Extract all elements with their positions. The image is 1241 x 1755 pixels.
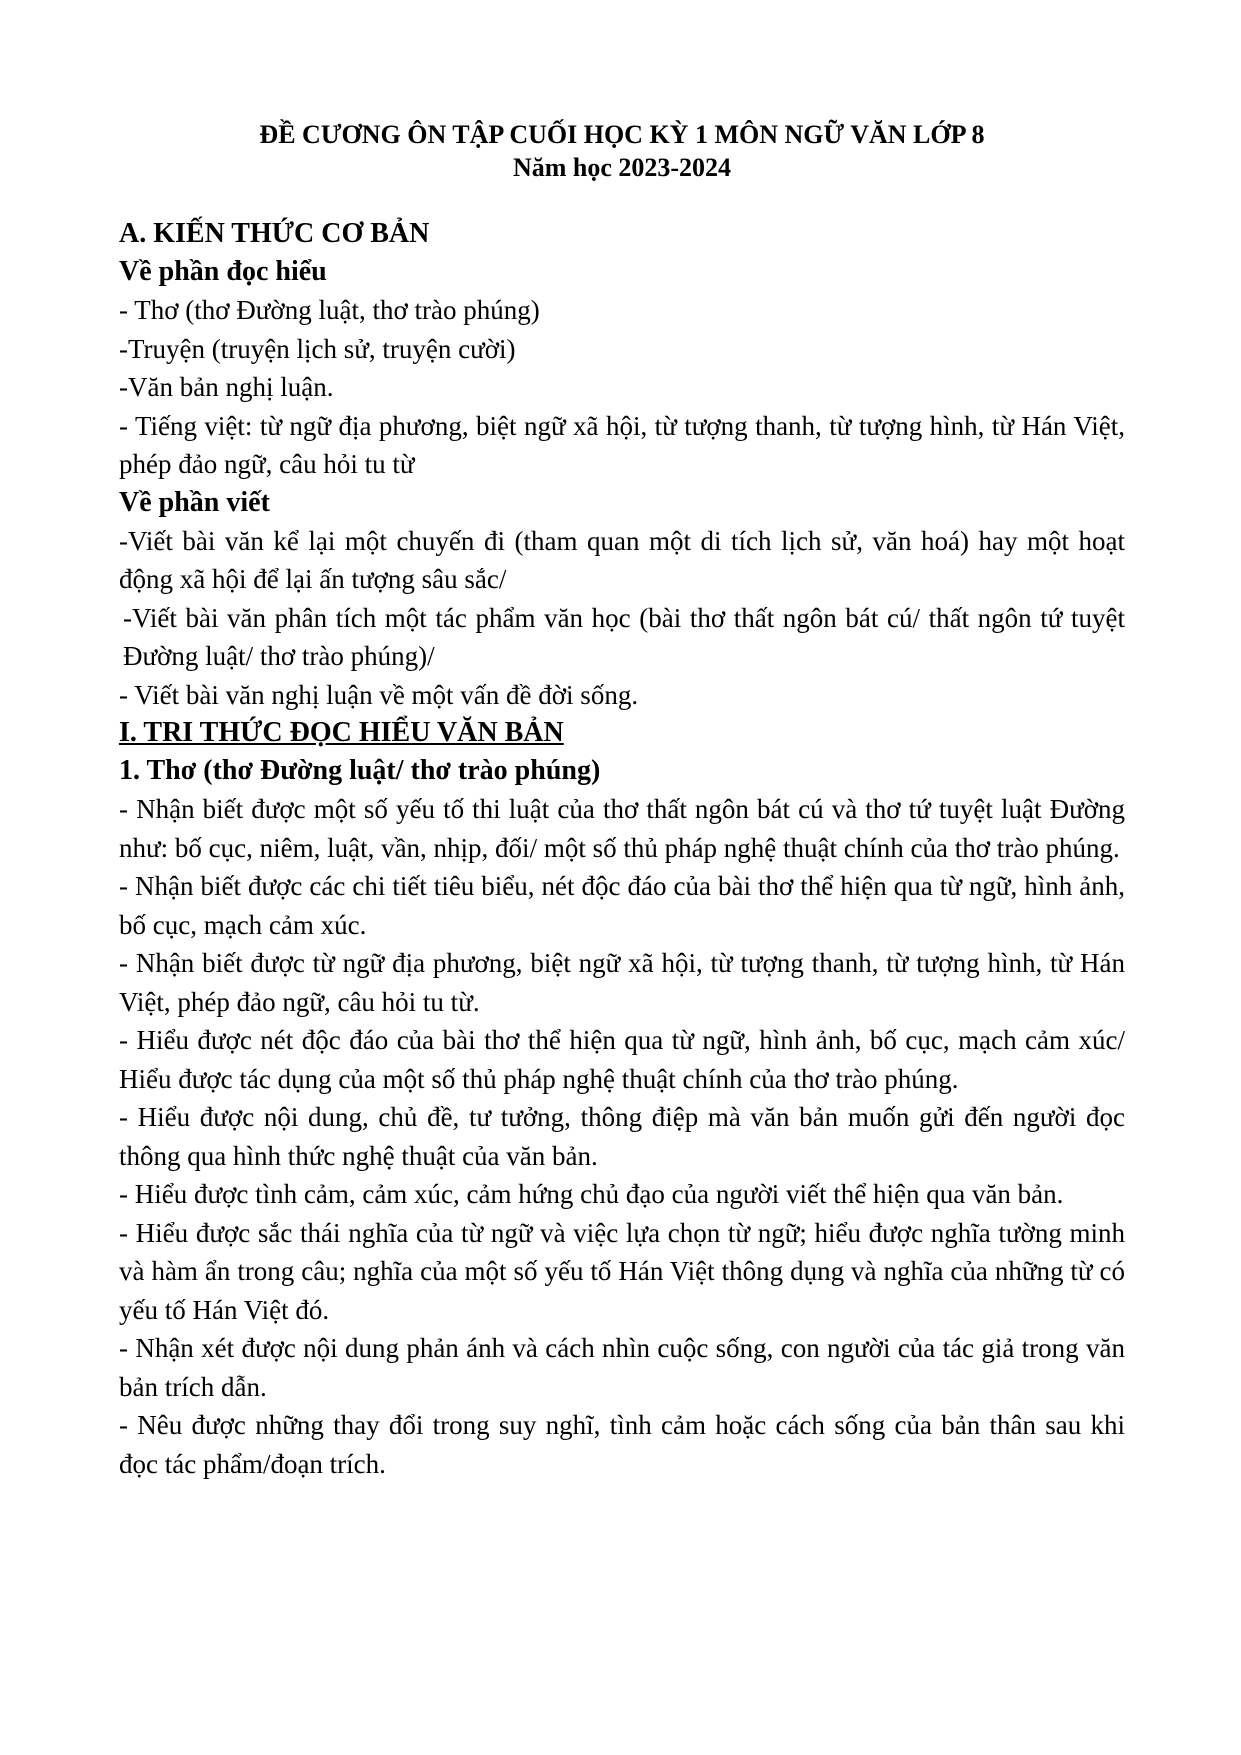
- list-item: - Nêu được những thay đổi trong suy nghĩ, tình cảm hoặc cách sống của bản thân sau khi đọc tác phẩm/đoạn trích.: [119, 1410, 1125, 1479]
- list-item: - Nhận biết được một số yếu tố thi luật của thơ thất ngôn bát cú và thơ tứ tuyệt luật Đường như: bố cục, niêm, luật, vần, nhịp, đối/ một số thủ pháp nghệ thuật chính của thơ trào phúng.: [119, 794, 1125, 863]
- list-item: - Thơ (thơ Đường luật, thơ trào phúng): [119, 295, 540, 325]
- list-item: -Truyện (truyện lịch sử, truyện cười): [119, 333, 516, 364]
- list-item: - Nhận biết được từ ngữ địa phương, biệt ngữ xã hội, từ tượng thanh, từ tượng hình, từ Hán Việt, phép đảo ngữ, câu hỏi tu từ.: [119, 948, 1125, 1017]
- section-i-heading: I. TRI THỨC ĐỌC HIỂU VĂN BẢN: [119, 717, 564, 748]
- section-a-heading: A. KIẾN THỨC CƠ BẢN: [119, 218, 430, 249]
- list-item: - Hiểu được sắc thái nghĩa của từ ngữ và việc lựa chọn từ ngữ; hiểu được nghĩa tường minh và hàm ẩn trong câu; nghĩa của một số yếu tố Hán Việt thông dụng và nghĩa của những từ có yếu tố Hán Việt đó.: [119, 1217, 1125, 1325]
- list-item: - Hiểu được nét độc đáo của bài thơ thể hiện qua từ ngữ, hình ảnh, bố cục, mạch cảm xúc/ Hiểu được tác dụng của một số thủ pháp nghệ thuật chính của thơ trào phúng.: [119, 1025, 1125, 1094]
- poetry-heading: 1. Thơ (thơ Đường luật/ thơ trào phúng): [119, 755, 601, 786]
- list-item: - Hiểu được nội dung, chủ đề, tư tưởng, thông điệp mà văn bản muốn gửi đến người đọc thông qua hình thức nghệ thuật của văn bản.: [119, 1102, 1125, 1171]
- list-item: - Tiếng việt: từ ngữ địa phương, biệt ngữ xã hội, từ tượng thanh, từ tượng hình, từ Hán Việt, phép đảo ngữ, câu hỏi tu từ: [119, 410, 1125, 479]
- writing-heading: Về phần viết: [119, 486, 270, 518]
- list-item: - Viết bài văn nghị luận về một vấn đề đời sống.: [119, 679, 639, 710]
- list-item: - Nhận biết được các chi tiết tiêu biểu, nét độc đáo của bài thơ thể hiện qua từ ngữ, hình ảnh, bố cục, mạch cảm xúc.: [119, 871, 1125, 940]
- document-title: ĐỀ CƯƠNG ÔN TẬP CUỐI HỌC KỲ 1 MÔN NGỮ VĂN LỚP 8: [259, 120, 985, 149]
- list-item: -Văn bản nghị luận.: [119, 372, 334, 402]
- list-item: - Nhận xét được nội dung phản ánh và cách nhìn cuộc sống, con người của tác giả trong văn bản trích dẫn.: [119, 1333, 1125, 1402]
- list-item: -Viết bài văn phân tích một tác phẩm văn học (bài thơ thất ngôn bát cú/ thất ngôn tứ tuyệt Đường luật/ thơ trào phúng)/: [123, 602, 1125, 671]
- list-item: - Hiểu được tình cảm, cảm xúc, cảm hứng chủ đạo của người viết thể hiện qua văn bản.: [119, 1179, 1064, 1209]
- reading-heading: Về phần đọc hiểu: [119, 256, 327, 287]
- school-year: Năm học 2023-2024: [512, 153, 732, 182]
- list-item: -Viết bài văn kể lại một chuyến đi (tham quan một di tích lịch sử, văn hoá) hay một hoạt động xã hội để lại ấn tượng sâu sắc/: [119, 525, 1125, 594]
